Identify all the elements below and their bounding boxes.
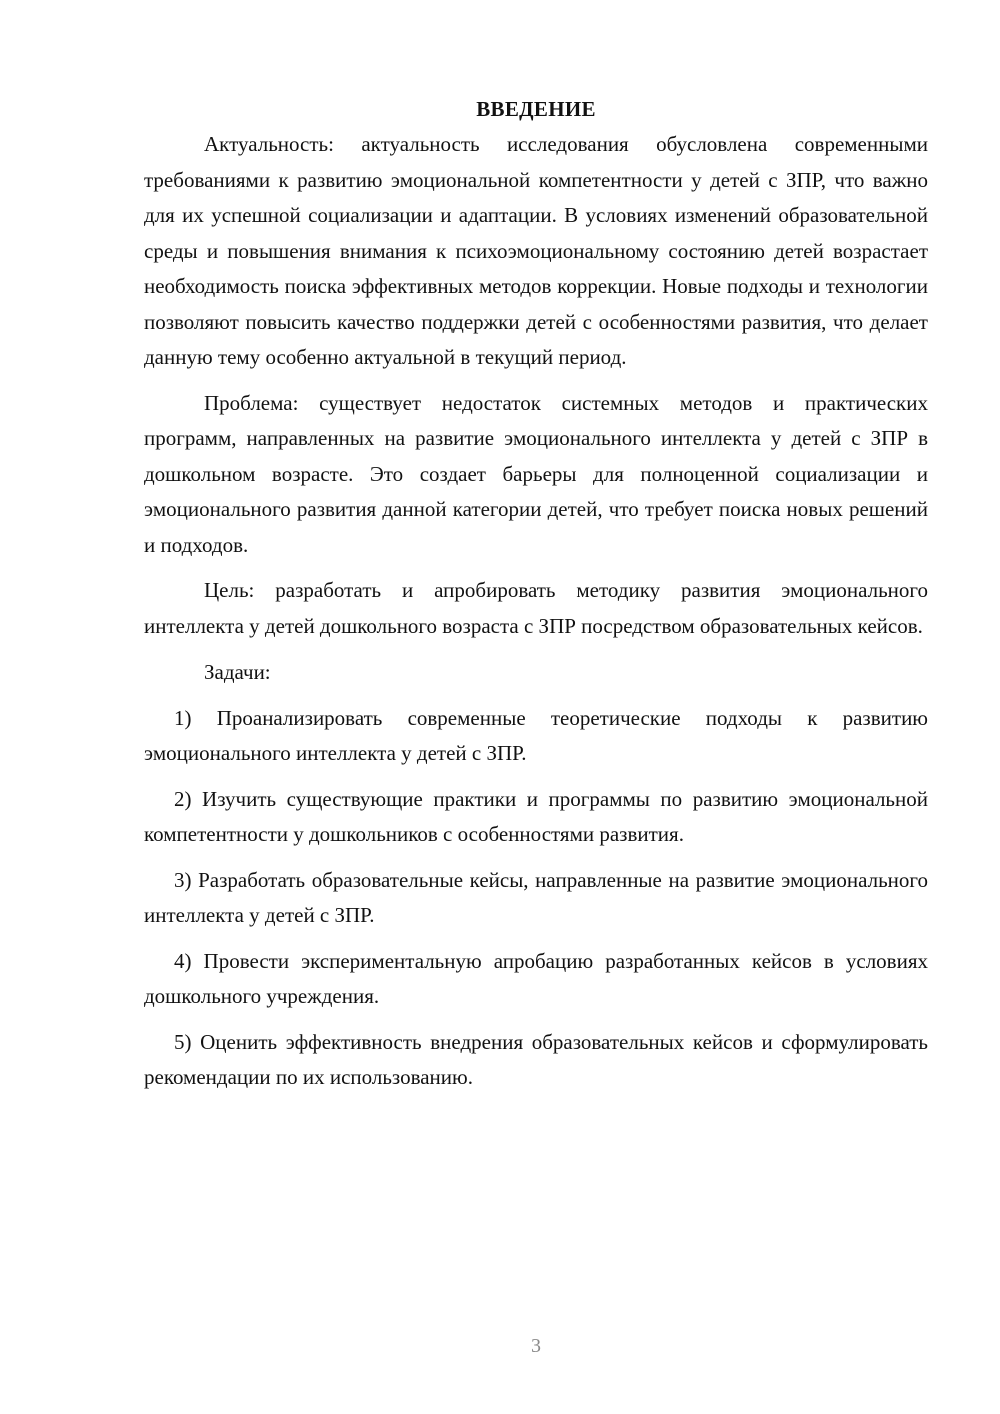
paragraph-problem: Проблема: существует недостаток системных методов и практических программ, направленных на развитие эмоционального интеллекта у детей с ЗПР в дошкольном возрасте. Это создает барьеры для полноценной социализации и эмоционального развития данной категории детей, что требует поиска новых решений и подходов. [144,390,928,557]
page-number: 3 [531,1335,541,1357]
task-item-1: 1) Проанализировать современные теоретические подходы к развитию эмоционального интеллекта у детей с ЗПР. [144,705,928,765]
paragraph-relevance: Актуальность: актуальность исследования обусловлена современными требованиями к развитию эмоциональной компетентности у детей с ЗПР, что важно для их успешной социализации и адаптации. В условиях изменений образовательной среды и повышения внимания к психоэмоциональному состоянию детей возрастает необходимость поиска эффективных методов коррекции. Новые подходы и технологии позволяют повысить качество поддержки детей с особенностями развития, что делает данную тему особенно актуальной в текущий период. [144,132,928,369]
task-item-2: 2) Изучить существующие практики и программы по развитию эмоциональной компетентности у дошкольников с особенностями развития. [144,786,928,846]
page-content [144,92,928,1096]
task-item-5: 5) Оценить эффективность внедрения образовательных кейсов и сформулировать рекомендации по их использованию. [144,1029,928,1089]
tasks-heading: Задачи: [204,660,271,684]
page-title: ВВЕДЕНИЕ [476,97,596,121]
tasks-list [144,701,928,1096]
paragraph-goal: Цель: разработать и апробировать методику развития эмоционального интеллекта у детей дошкольного возраста с ЗПР посредством образовательных кейсов. [144,578,928,638]
task-item-4: 4) Провести экспериментальную апробацию разработанных кейсов в условиях дошкольного учреждения. [144,948,928,1008]
task-item-3: 3) Разработать образовательные кейсы, направленные на развитие эмоционального интеллекта у детей с ЗПР. [144,867,928,927]
